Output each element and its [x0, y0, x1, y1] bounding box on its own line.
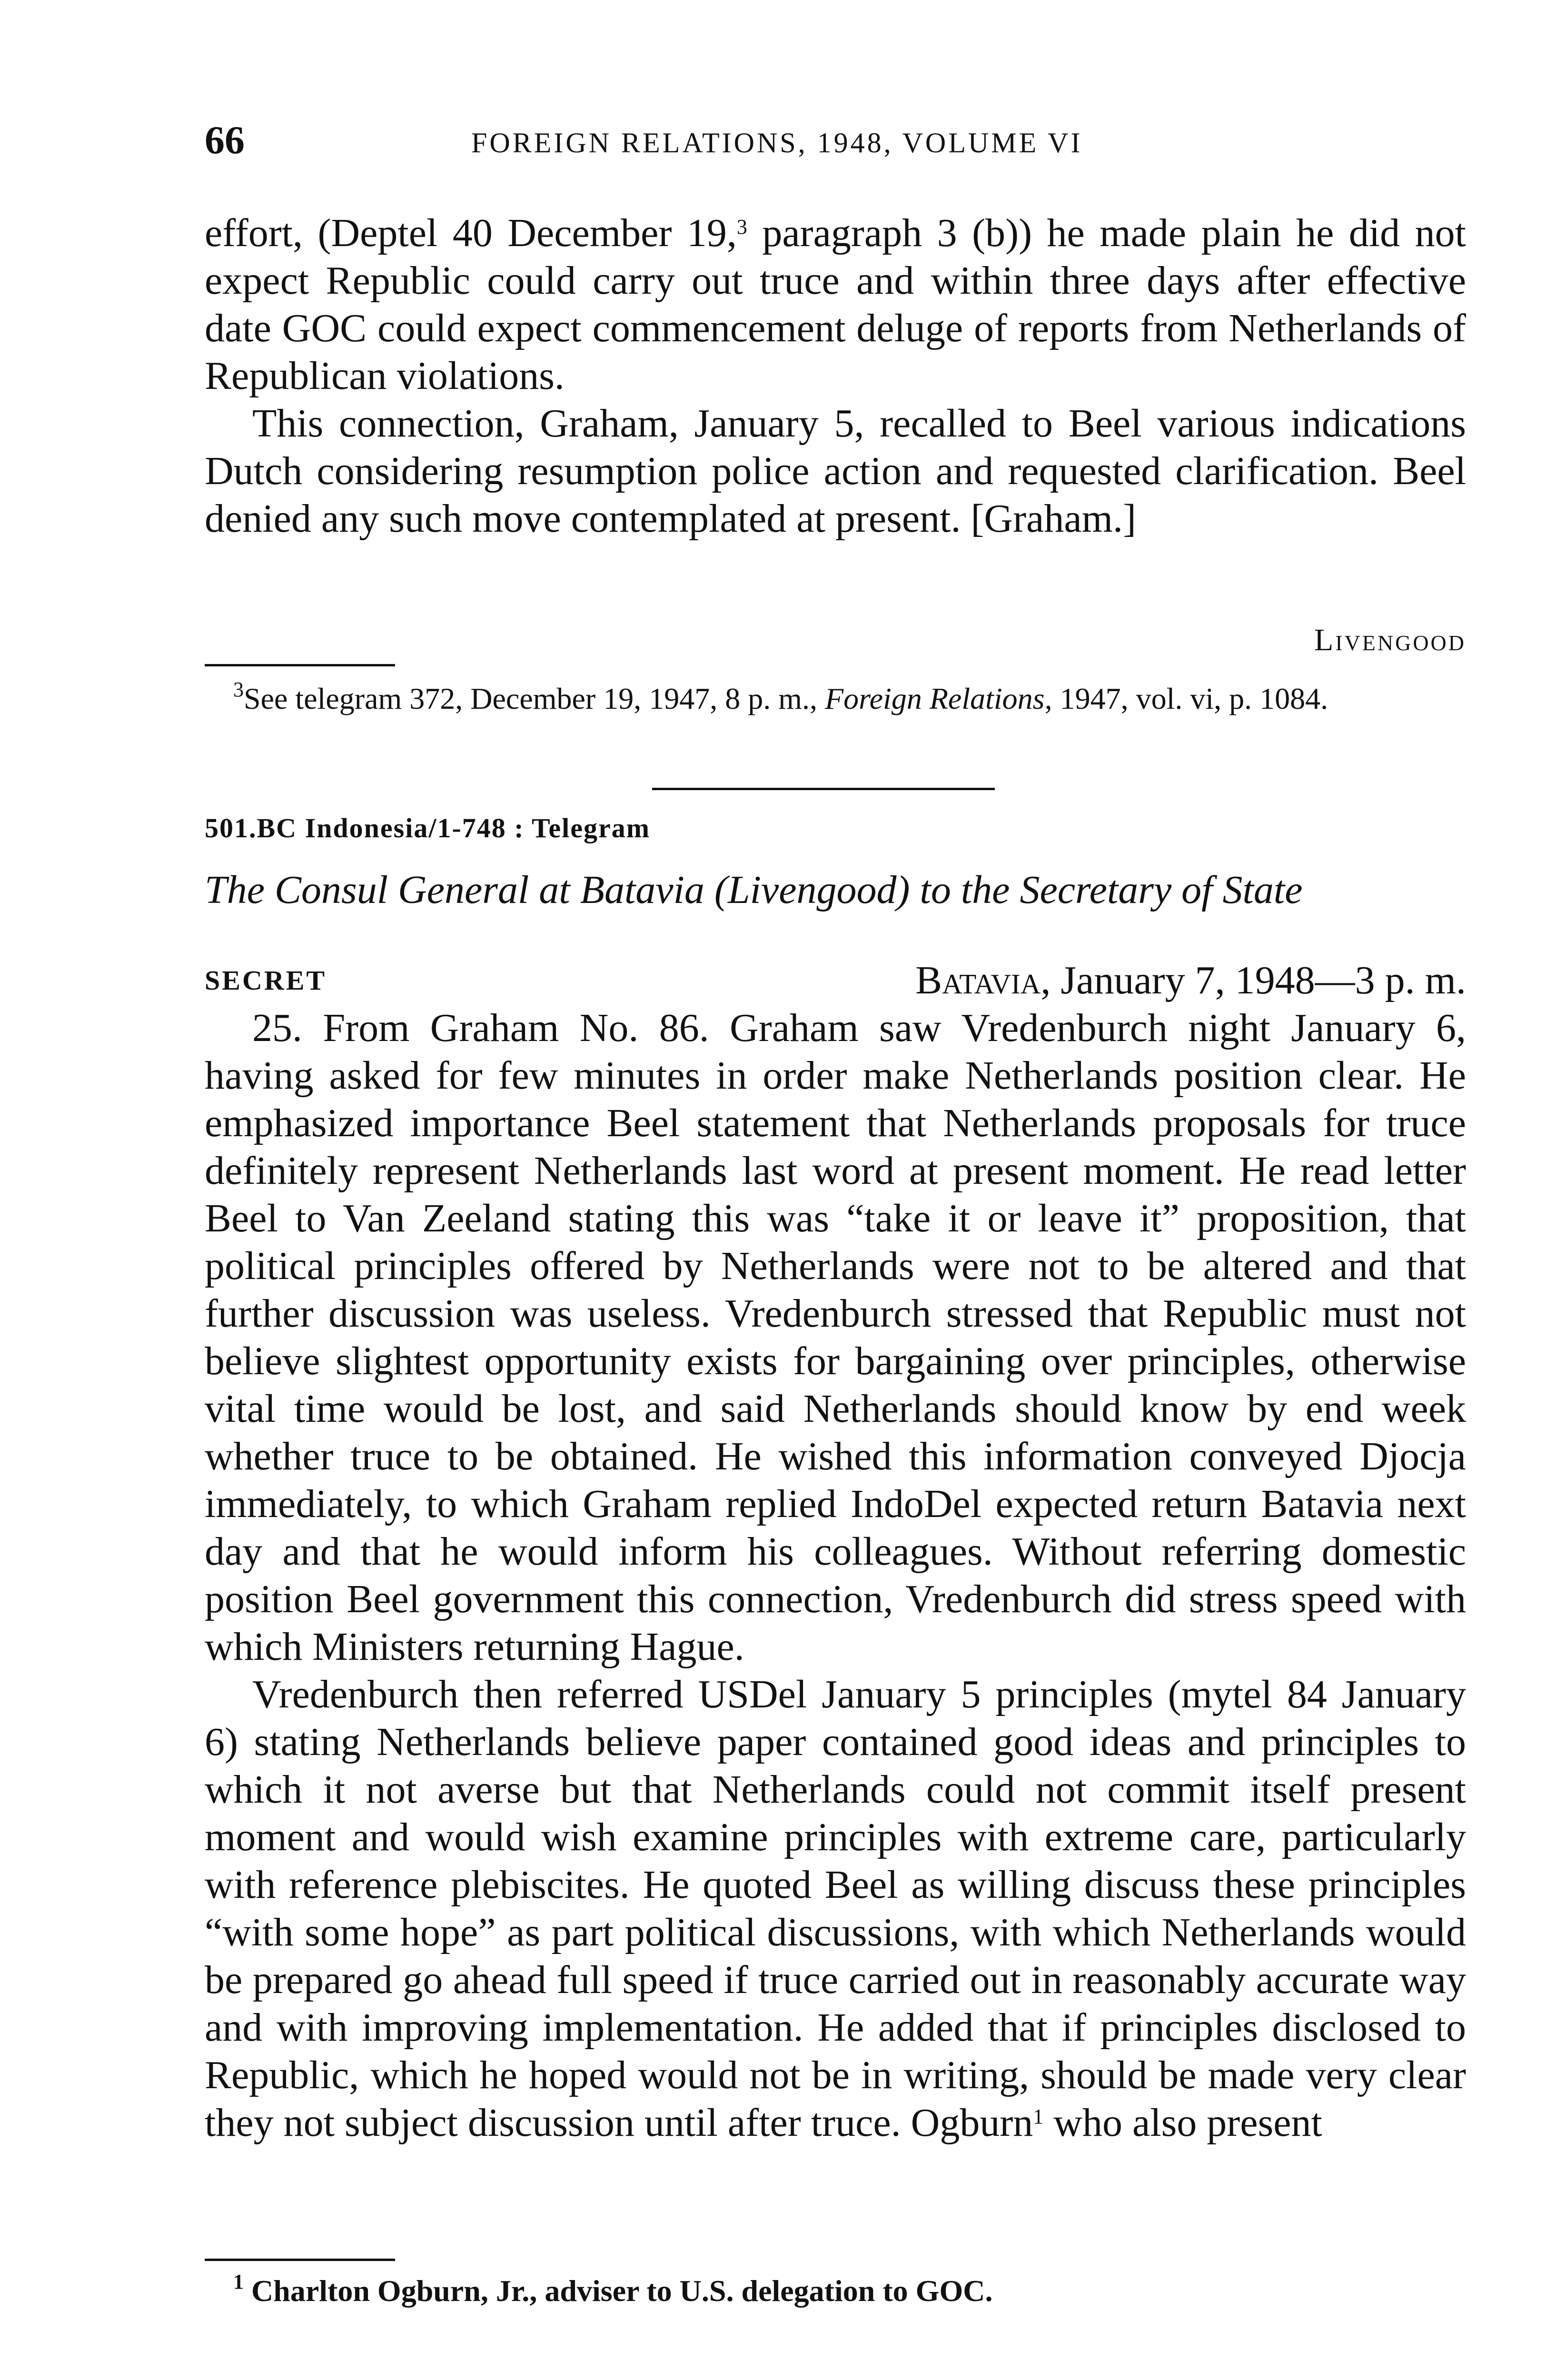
continued-paragraph-start: effort, (Deptel 40 December 19,	[205, 211, 737, 255]
document-title: The Consul General at Batavia (Livengood) to the Secretary of State	[205, 868, 1303, 912]
classification: SECRET	[205, 965, 327, 996]
place-and-date	[915, 957, 1466, 1004]
footnote-3-italic: Foreign Relations	[825, 682, 1045, 715]
document-separator-rule	[652, 788, 995, 790]
page-header	[205, 114, 1466, 167]
place: Batavia	[915, 958, 1041, 1002]
footnote-3-marker: 3	[233, 678, 244, 701]
footnote-3-text-end: , 1947, vol. vi, p. 1084.	[1044, 682, 1328, 715]
footnote-3	[205, 678, 1466, 717]
footnote-1-text: Charlton Ogburn, Jr., adviser to U.S. delegation to GOC.	[251, 2274, 993, 2308]
footnote-rule-2	[205, 2259, 395, 2261]
footnote-3-text: See telegram 372, December 19, 1947, 8 p. m.,	[244, 682, 825, 715]
footnote-reference-3: 3	[736, 215, 747, 238]
telegram-body	[205, 1004, 1466, 2147]
page-number: 66	[205, 118, 245, 162]
telegram-paragraph-1: 25. From Graham No. 86. Graham saw Vredenburch night January 6, having asked for few minutes in order make Netherlands position clear. He emphasized importance Beel statement that Netherlands proposals for truce definitely represent Netherlands last word at present moment. He read letter Beel to Van Zeeland stating this was “take it or leave it” proposition, that political principles offered by Netherlands were not to be altered and that further discussion was useless. Vredenburch stressed that Republic must not believe slightest opportunity exists for bargaining over principles, otherwise vital time would be lost, and said Netherlands should know by end week whether truce to be obtained. He wished this information conveyed Djocja immediately, to which Graham replied IndoDel expected return Batavia next day and that he would inform his colleagues. Without referring domestic position Beel government this connection, Vredenburch did stress speed with which Ministers returning Hague.	[205, 1006, 1466, 1669]
date: , January 7, 1948—3 p. m.	[1041, 958, 1466, 1002]
previous-document-body	[205, 209, 1466, 543]
running-head: FOREIGN RELATIONS, 1948, VOLUME VI	[471, 127, 1083, 159]
continued-paragraph	[205, 209, 1466, 400]
signature-livengood: Livengood	[1314, 623, 1466, 657]
footnote-1	[205, 2270, 1466, 2309]
file-reference: 501.BC Indonesia/1-748 : Telegram	[205, 813, 651, 843]
telegram-paragraph-2-end: who also present	[1043, 2101, 1322, 2145]
graham-paragraph: This connection, Graham, January 5, recalled to Beel various indications Dutch considering resumption police action and requested clarification. Beel denied any such move contemplated at present. [Graham.]	[205, 401, 1466, 541]
footnote-reference-1: 1	[1033, 2105, 1044, 2128]
footnote-rule	[205, 664, 395, 666]
footnote-1-marker: 1	[233, 2270, 244, 2293]
telegram-paragraph-2	[205, 1671, 1466, 2147]
telegram-paragraph-2-text: Vredenburch then referred USDel January 5 principles (mytel 84 January 6) stating Netherlands believe paper contained good ideas and principles to which it not averse but that Netherlands could not commit itself present moment and would wish examine principles with extreme care, particularly with reference plebiscites. He quoted Beel as willing discuss these principles “with some hope” as part political discussions, with which Netherlands would be prepared go ahead full speed if truce carried out in reasonably accurate way and with improving implementation. He added that if principles disclosed to Republic, which he hoped would not be in writing, should be made very clear they not subject discussion until after truce. Ogburn	[205, 1672, 1466, 2145]
continued-paragraph-rest: paragraph 3 (b)) he made plain he did not expect Republic could carry out truce and within three days after effective date GOC could expect commencement deluge of reports from Netherlands of Republican violations.	[205, 211, 1466, 398]
